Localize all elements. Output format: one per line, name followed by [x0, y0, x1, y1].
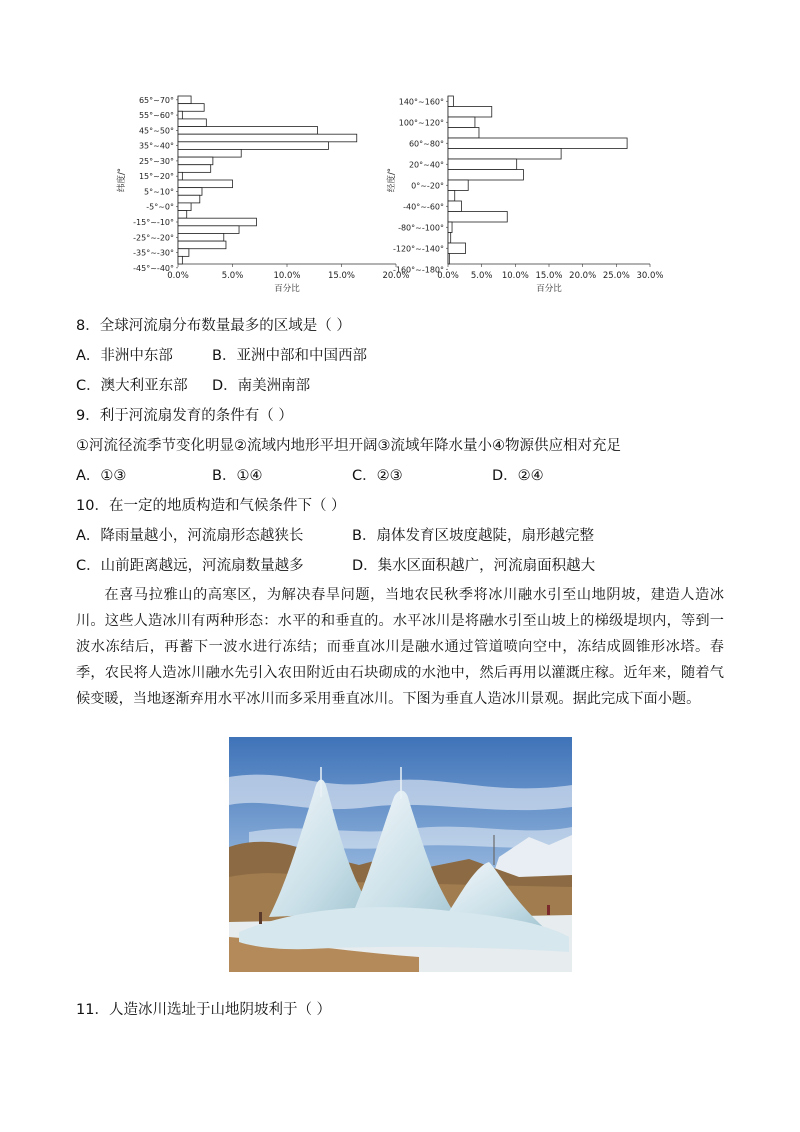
- bar: [178, 172, 182, 180]
- category-tick-label: 15°~20°: [138, 172, 174, 182]
- bar: [448, 138, 627, 149]
- bar: [448, 201, 461, 212]
- category-tick-label: 20°~40°: [408, 160, 444, 170]
- category-tick-label: 35°~40°: [138, 141, 174, 151]
- x-tick-label: 15.0%: [327, 271, 356, 281]
- bar: [178, 241, 226, 249]
- bar: [178, 203, 191, 211]
- category-tick-label: -25°~-20°: [133, 233, 174, 243]
- bar: [178, 96, 191, 104]
- category-tick-label: 5°~10°: [144, 187, 174, 197]
- category-tick-label: 140°~160°: [398, 97, 444, 107]
- bar: [178, 256, 182, 264]
- bar: [178, 195, 200, 203]
- bar: [448, 212, 507, 223]
- category-tick-label: -5°~0°: [146, 202, 174, 212]
- x-tick-label: 10.0%: [273, 271, 301, 281]
- q10-option-b[interactable]: B．扇体发育区坡度越陡，扇形越完整: [352, 528, 594, 544]
- q8-stem: 8．全球河流扇分布数量最多的区域是（ ）: [76, 318, 351, 334]
- bar: [178, 149, 241, 157]
- q10-option-a[interactable]: A．降雨量越小，河流扇形态越狭长: [76, 528, 304, 544]
- bar: [178, 218, 256, 226]
- bar: [448, 233, 451, 244]
- x-tick-label: 20.0%: [569, 271, 597, 281]
- bar: [178, 249, 189, 257]
- x-tick-label: 0.0%: [167, 271, 189, 281]
- bar: [178, 142, 328, 150]
- y-axis-label: 纬度/°: [117, 167, 127, 193]
- category-tick-label: 25°~30°: [138, 156, 174, 166]
- bar: [178, 134, 357, 142]
- x-tick-label: 15.0%: [535, 271, 563, 281]
- bar: [448, 243, 466, 254]
- category-tick-label: -40°~-60°: [403, 202, 444, 212]
- q10-option-c[interactable]: C．山前距离越远，河流扇数量越多: [76, 558, 304, 574]
- category-tick-label: 45°~50°: [138, 126, 174, 136]
- bar: [448, 96, 453, 107]
- category-tick-label: -45°~-40°: [133, 263, 174, 273]
- x-tick-label: 10.0%: [501, 271, 529, 281]
- bar: [448, 117, 475, 128]
- bar: [178, 111, 182, 119]
- x-tick-label: 5.0%: [221, 271, 244, 281]
- x-tick-label: 0.0%: [437, 271, 459, 281]
- bar: [178, 180, 233, 188]
- bar: [178, 104, 204, 112]
- bar: [448, 180, 468, 191]
- q8-option-a[interactable]: A．非洲中东部: [76, 348, 173, 364]
- bar: [178, 165, 211, 173]
- category-tick-label: -35°~-30°: [133, 248, 174, 258]
- bar: [448, 191, 455, 202]
- passage-text: 在喜马拉雅山的高寒区，为解决春旱问题，当地农民秋季将冰川融水引至山地阴坡，建造人造冰川。这些人造冰川有两种形态：水平的和垂直的。水平冰川是将融水引至山坡上的梯级堤坝内，等到一波水冻结后，再蓄下一波水进行冻结；而垂直冰川是融水通过管道喷向空中，冻结成圆锥形冰塔。春季，农民将人造冰川融水先引入农田附近由石块砌成的水池中，然后再用以灌溉庄稼。近年来，随着气候变暖，当地逐渐弃用水平冰川而多采用垂直冰川。下图为垂直人造冰川景观。据此完成下面小题。: [76, 587, 724, 707]
- latitude-chart-svg: [112, 88, 412, 298]
- q9-option-d[interactable]: D．②④: [492, 468, 544, 484]
- ice-stupa-photo: [229, 737, 572, 972]
- q8-option-c[interactable]: C．澳大利亚东部: [76, 378, 188, 394]
- category-tick-label: -120°~-140°: [392, 244, 444, 254]
- category-tick-label: 60°~80°: [408, 139, 444, 149]
- q9-option-a[interactable]: A．①③: [76, 468, 127, 484]
- bar: [178, 127, 318, 135]
- bar: [178, 188, 202, 196]
- q8-option-d[interactable]: D．南美洲南部: [212, 378, 311, 394]
- bar: [178, 157, 213, 165]
- bar: [448, 128, 479, 139]
- x-tick-label: 20.0%: [382, 271, 410, 281]
- bar: [448, 222, 452, 233]
- y-axis-label: 经度/°: [387, 167, 397, 193]
- reading-passage: [76, 582, 724, 712]
- category-tick-label: -160°~-180°: [392, 265, 444, 275]
- q9-option-b[interactable]: B．①④: [212, 468, 263, 484]
- q8-option-b[interactable]: B．亚洲中部和中国西部: [212, 348, 367, 364]
- q11-stem: 11．人造冰川选址于山地阴坡利于（ ）: [76, 1002, 332, 1018]
- q9-option-c[interactable]: C．②③: [352, 468, 403, 484]
- q10-option-d[interactable]: D．集水区面积越广，河流扇面积越大: [352, 558, 596, 574]
- category-tick-label: 55°~60°: [138, 111, 174, 121]
- bar: [448, 107, 492, 118]
- q9-conditions: ①河流径流季节变化明显②流域内地形平坦开阔③流域年降水量小④物源供应相对充足: [76, 438, 621, 454]
- latitude-histogram: [112, 88, 412, 298]
- longitude-chart-svg: [382, 88, 692, 298]
- x-tick-label: 25.0%: [602, 271, 630, 281]
- x-axis-label: 百分比: [536, 284, 562, 294]
- longitude-histogram: [382, 88, 692, 298]
- category-tick-label: -80°~-100°: [398, 223, 444, 233]
- x-tick-label: 30.0%: [636, 271, 664, 281]
- ice-stupa-illustration: [229, 737, 572, 972]
- x-axis-label: 百分比: [274, 284, 300, 294]
- bar: [178, 233, 224, 241]
- bar: [178, 226, 239, 234]
- bar: [178, 211, 187, 219]
- category-tick-label: 0°~-20°: [411, 181, 444, 191]
- category-tick-label: 100°~120°: [398, 118, 444, 128]
- bar: [178, 119, 206, 127]
- bar: [448, 159, 517, 170]
- category-tick-label: 65°~70°: [138, 95, 174, 105]
- q9-stem: 9．利于河流扇发育的条件有（ ）: [76, 408, 293, 424]
- x-tick-label: 5.0%: [470, 271, 493, 281]
- bar: [448, 149, 561, 160]
- q10-stem: 10．在一定的地质构造和气候条件下（ ）: [76, 498, 346, 514]
- bar: [448, 170, 523, 181]
- category-tick-label: -15°~-10°: [133, 218, 174, 227]
- bar: [448, 254, 449, 265]
